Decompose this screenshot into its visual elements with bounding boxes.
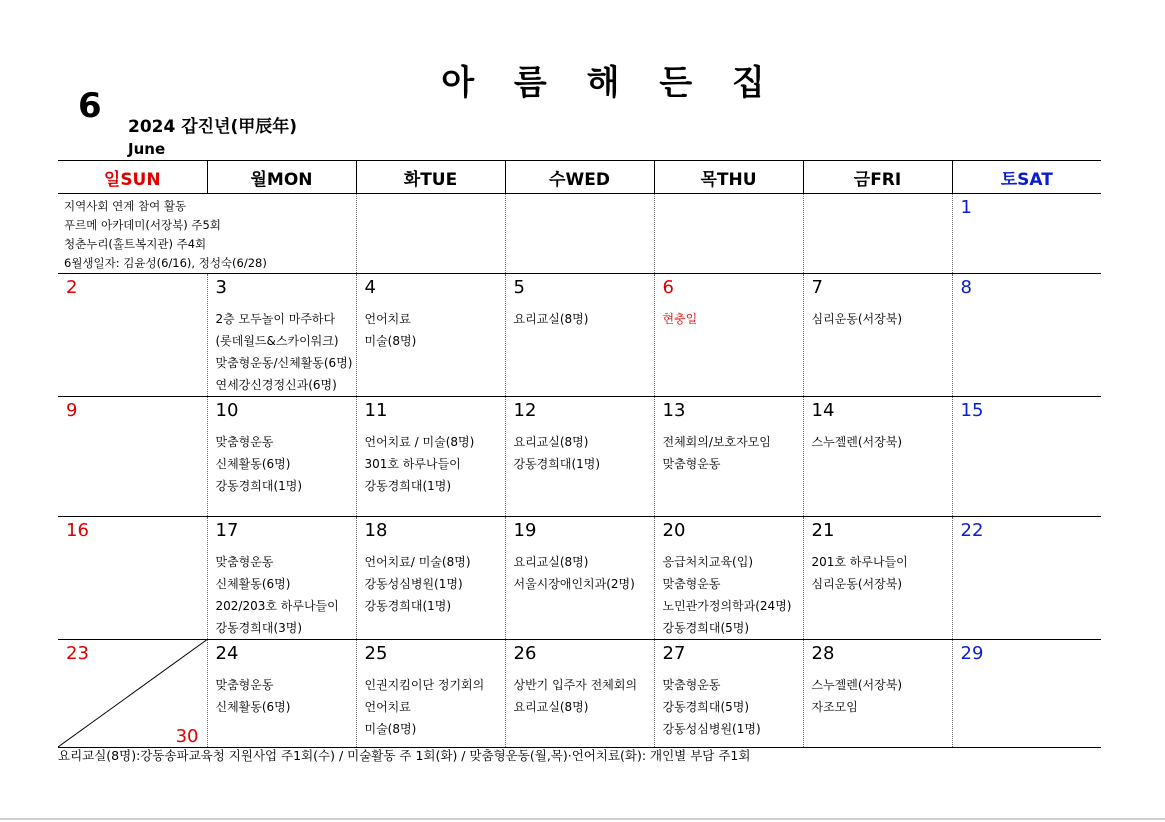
event-item: 강동경희대(1명) — [364, 599, 452, 613]
day-cell — [505, 640, 654, 748]
calendar-grid — [58, 160, 1101, 748]
event-item: 신체활동(6명) — [215, 577, 291, 591]
event-item: 요리교실(8명) — [513, 312, 589, 326]
week-row — [58, 274, 1101, 397]
notice-cell — [58, 194, 356, 274]
event-item: 요리교실(8명) — [513, 435, 589, 449]
event-item: 심리운동(서장북) — [811, 577, 903, 591]
page-bottom-rule — [0, 818, 1165, 820]
day-cell — [803, 640, 952, 748]
day-cell — [356, 640, 505, 748]
footer-note: 요리교실(8명):강동송파교육청 지원사업 주1회(수) / 미술활동 주 1회(화) / 맞춤형운동(월,목)·언어치료(화): 개인별 부담 주1회 — [58, 748, 751, 763]
day-cell — [654, 640, 803, 748]
event-item: 강동경희대(1명) — [513, 457, 601, 471]
day-number: 5 — [513, 277, 525, 298]
notice-line: 6월생일자: 김윤성(6/16), 정성숙(6/28) — [64, 256, 267, 270]
event-item: 맞춤형운동/신체활동(6명) — [215, 356, 353, 370]
day-number: 9 — [66, 400, 78, 421]
day-cell — [803, 517, 952, 640]
weekday-wed: 수WED — [505, 161, 654, 194]
event-item: 인권지킴이단 정기회의 — [364, 678, 485, 692]
day-cell — [952, 517, 1101, 640]
day-number: 15 — [960, 400, 984, 421]
day-number: 6 — [662, 277, 674, 298]
event-item: 요리교실(8명) — [513, 555, 589, 569]
event-item: 2층 모두놀이 마주하다 — [215, 312, 336, 326]
day-cell — [952, 194, 1101, 274]
event-item: 언어치료 — [364, 700, 411, 714]
event-item: 202/203호 하루나들이 — [215, 599, 339, 613]
event-item: 스누젤렌(서장북) — [811, 678, 903, 692]
weekday-tue: 화TUE — [356, 161, 505, 194]
day-number: 29 — [960, 643, 984, 664]
day-cell — [952, 397, 1101, 517]
day-number: 11 — [364, 400, 388, 421]
event-item: (롯데월드&스카이워크) — [215, 334, 339, 348]
day-cell — [207, 517, 356, 640]
day-number: 18 — [364, 520, 388, 541]
day-number: 23 — [66, 643, 89, 664]
empty-day-cell — [803, 194, 952, 274]
event-item: 심리운동(서장북) — [811, 312, 903, 326]
day-number: 27 — [662, 643, 686, 664]
event-item: 노민관가정의학과(24명) — [662, 599, 792, 613]
event-item: 강동경희대(1명) — [215, 479, 303, 493]
event-item: 미술(8명) — [364, 334, 417, 348]
event-item: 강동경희대(1명) — [364, 479, 452, 493]
event-item: 미술(8명) — [364, 722, 417, 736]
day-cell — [654, 517, 803, 640]
event-item: 연세강신경정신과(6명) — [215, 378, 337, 392]
weekday-fri: 금FRI — [803, 161, 952, 194]
day-number: 4 — [364, 277, 376, 298]
notice-line: 청춘누리(홀트복지관) 주4회 — [64, 237, 207, 251]
day-number: 17 — [215, 520, 239, 541]
year-label: 2024 갑진년(甲辰年) — [128, 117, 298, 137]
week-row — [58, 640, 1101, 748]
event-item: 응급처치교육(입) — [662, 555, 754, 569]
event-item: 맞춤형운동 — [215, 435, 274, 449]
weekday-header-row — [58, 161, 1101, 194]
event-item: 맞춤형운동 — [662, 678, 721, 692]
event-item: 현충일 — [662, 312, 698, 326]
event-item: 신체활동(6명) — [215, 457, 291, 471]
empty-day-cell — [356, 194, 505, 274]
day-cell — [207, 397, 356, 517]
event-item: 201호 하루나들이 — [811, 555, 908, 569]
weekday-sat: 토SAT — [952, 161, 1101, 194]
day-number: 8 — [960, 277, 972, 298]
weekday-mon: 월MON — [207, 161, 356, 194]
day-cell — [654, 397, 803, 517]
event-item: 언어치료/ 미술(8명) — [364, 555, 471, 569]
split-day-cell — [58, 640, 207, 748]
day-number: 7 — [811, 277, 823, 298]
day-cell — [207, 274, 356, 397]
event-item: 언어치료 / 미술(8명) — [364, 435, 475, 449]
day-number: 14 — [811, 400, 835, 421]
day-cell — [803, 397, 952, 517]
event-item: 맞춤형운동 — [662, 457, 721, 471]
day-number: 1 — [960, 197, 972, 218]
day-number: 19 — [513, 520, 537, 541]
day-cell — [952, 274, 1101, 397]
event-item: 전체회의/보호자모임 — [662, 435, 771, 449]
event-item: 301호 하루나들이 — [364, 457, 461, 471]
day-number: 26 — [513, 643, 537, 664]
day-cell — [58, 517, 207, 640]
event-item: 신체활동(6명) — [215, 700, 291, 714]
day-number: 25 — [364, 643, 388, 664]
event-item: 요리교실(8명) — [513, 700, 589, 714]
day-cell — [505, 517, 654, 640]
day-cell — [952, 640, 1101, 748]
event-item: 강동경희대(5명) — [662, 700, 750, 714]
weekday-thu: 목THU — [654, 161, 803, 194]
week-row — [58, 397, 1101, 517]
day-cell — [654, 274, 803, 397]
day-cell — [356, 274, 505, 397]
event-item: 강동성심병원(1명) — [364, 577, 463, 591]
day-number: 20 — [662, 520, 686, 541]
notice-line: 지역사회 연계 참여 활동 — [64, 199, 187, 213]
day-cell — [505, 274, 654, 397]
month-number: 6 — [78, 86, 102, 126]
event-item: 상반기 입주자 전체회의 — [513, 678, 638, 692]
day-number: 22 — [960, 520, 984, 541]
day-number: 21 — [811, 520, 835, 541]
event-item: 맞춤형운동 — [215, 678, 274, 692]
day-number: 30 — [175, 726, 199, 747]
day-number: 28 — [811, 643, 835, 664]
day-cell — [58, 274, 207, 397]
event-item: 언어치료 — [364, 312, 411, 326]
event-item: 서울시장애인치과(2명) — [513, 577, 635, 591]
notice-line: 푸르메 아카데미(서장북) 주5회 — [64, 218, 221, 232]
week-row — [58, 194, 1101, 274]
event-item: 맞춤형운동 — [662, 577, 721, 591]
month-name: June — [128, 140, 166, 158]
notice-list — [58, 194, 356, 273]
day-cell — [356, 397, 505, 517]
day-number: 12 — [513, 400, 537, 421]
event-item: 강동경희대(3명) — [215, 621, 303, 635]
day-cell — [58, 397, 207, 517]
day-number: 24 — [215, 643, 239, 664]
empty-day-cell — [505, 194, 654, 274]
day-cell — [803, 274, 952, 397]
day-number: 3 — [215, 277, 227, 298]
event-item: 자조모임 — [811, 700, 858, 714]
day-cell — [505, 397, 654, 517]
event-item: 강동성심병원(1명) — [662, 722, 761, 736]
day-number: 10 — [215, 400, 239, 421]
weekday-sun: 일SUN — [58, 161, 207, 194]
day-cell — [356, 517, 505, 640]
week-row — [58, 517, 1101, 640]
empty-day-cell — [654, 194, 803, 274]
day-cell — [207, 640, 356, 748]
event-item: 스누젤렌(서장북) — [811, 435, 903, 449]
day-number: 2 — [66, 277, 78, 298]
day-number: 16 — [66, 520, 89, 541]
page-title: 아 름 해 든 집 — [441, 63, 779, 103]
event-item: 강동경희대(5명) — [662, 621, 750, 635]
event-item: 맞춤형운동 — [215, 555, 274, 569]
day-number: 13 — [662, 400, 686, 421]
